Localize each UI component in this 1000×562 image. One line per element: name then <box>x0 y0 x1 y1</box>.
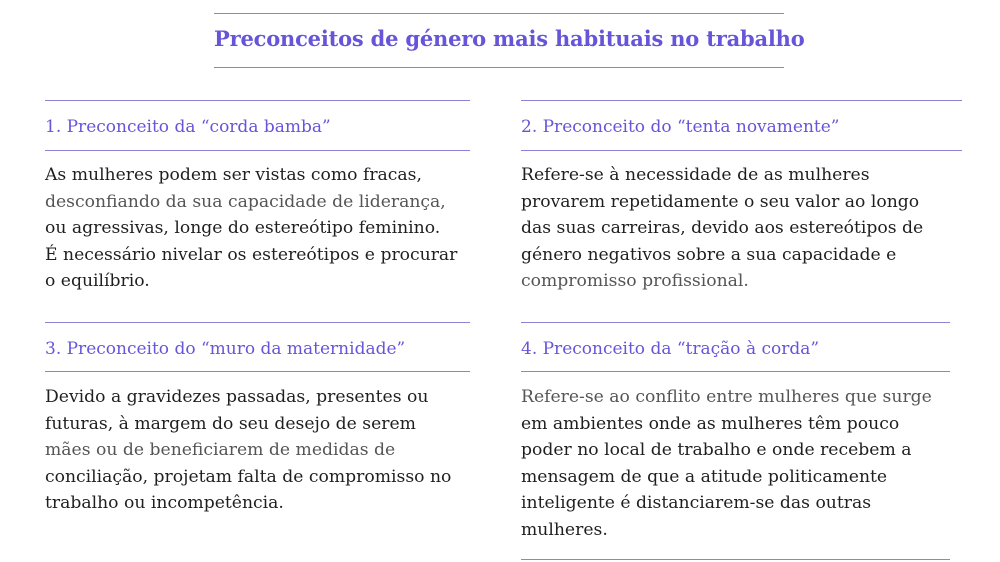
page-title: Preconceitos de género mais habituais no trabalho <box>214 26 805 51</box>
title-top-rule <box>214 13 784 14</box>
section-3-line: futuras, à margem do seu desejo de serem <box>45 413 416 434</box>
section-4-line: mensagem de que a atitude politicamente <box>521 466 888 487</box>
section-1-line: É necessário nivelar os estereótipos e procurar <box>45 244 458 265</box>
section-1-line: As mulheres podem ser vistas como fracas, <box>45 165 422 185</box>
section-4-line: em ambientes onde as mulheres têm pouco <box>521 413 900 434</box>
section-2-line: género negativos sobre a sua capacidade e <box>521 244 897 265</box>
section-1-heading: 1. Preconceito da “corda bamba” <box>45 117 331 137</box>
section-3-top-rule <box>45 322 470 323</box>
section-4-line: poder no local de trabalho e onde recebem a <box>521 440 912 461</box>
section-3-line: conciliação, projetam falta de compromisso no <box>45 466 452 487</box>
section-4-line: Refere-se ao conflito entre mulheres que surge <box>521 387 932 407</box>
section-2-top-rule <box>521 100 962 101</box>
section-4-line: inteligente é distanciarem-se das outras <box>521 493 872 514</box>
section-4-heading-rule <box>521 371 950 372</box>
section-1-heading-rule <box>45 150 470 151</box>
section-4-heading: 4. Preconceito da “tração à corda” <box>521 339 820 359</box>
title-bottom-rule <box>214 67 784 68</box>
section-2-line: Refere-se à necessidade de as mulheres <box>521 165 870 185</box>
section-2-heading: 2. Preconceito do “tenta novamente” <box>521 117 840 137</box>
section-1-line: o equilíbrio. <box>45 271 150 292</box>
section-4-top-rule <box>521 322 950 323</box>
section-3-line: Devido a gravidezes passadas, presentes ou <box>45 387 429 407</box>
section-3-body <box>45 384 451 517</box>
section-4-bottom-rule <box>521 559 950 560</box>
section-2-body <box>521 162 923 295</box>
section-3-heading-rule <box>45 371 470 372</box>
section-3-line: mães ou de beneficiarem de medidas de <box>45 440 396 461</box>
section-4-line: mulheres. <box>521 519 608 540</box>
section-2-line: provarem repetidamente o seu valor ao longo <box>521 191 920 212</box>
section-1-line: desconfiando da sua capacidade de liderança, <box>45 191 446 212</box>
section-4-body <box>521 384 932 544</box>
section-2-heading-rule <box>521 150 962 151</box>
section-1-top-rule <box>45 100 470 101</box>
section-3-line: trabalho ou incompetência. <box>45 493 284 514</box>
section-2-line: compromisso profissional. <box>521 271 749 292</box>
section-1-line: ou agressivas, longe do estereótipo feminino. <box>45 218 441 239</box>
section-1-body <box>45 162 457 295</box>
section-3-heading: 3. Preconceito do “muro da maternidade” <box>45 339 406 359</box>
section-2-line: das suas carreiras, devido aos estereótipos de <box>521 218 924 239</box>
